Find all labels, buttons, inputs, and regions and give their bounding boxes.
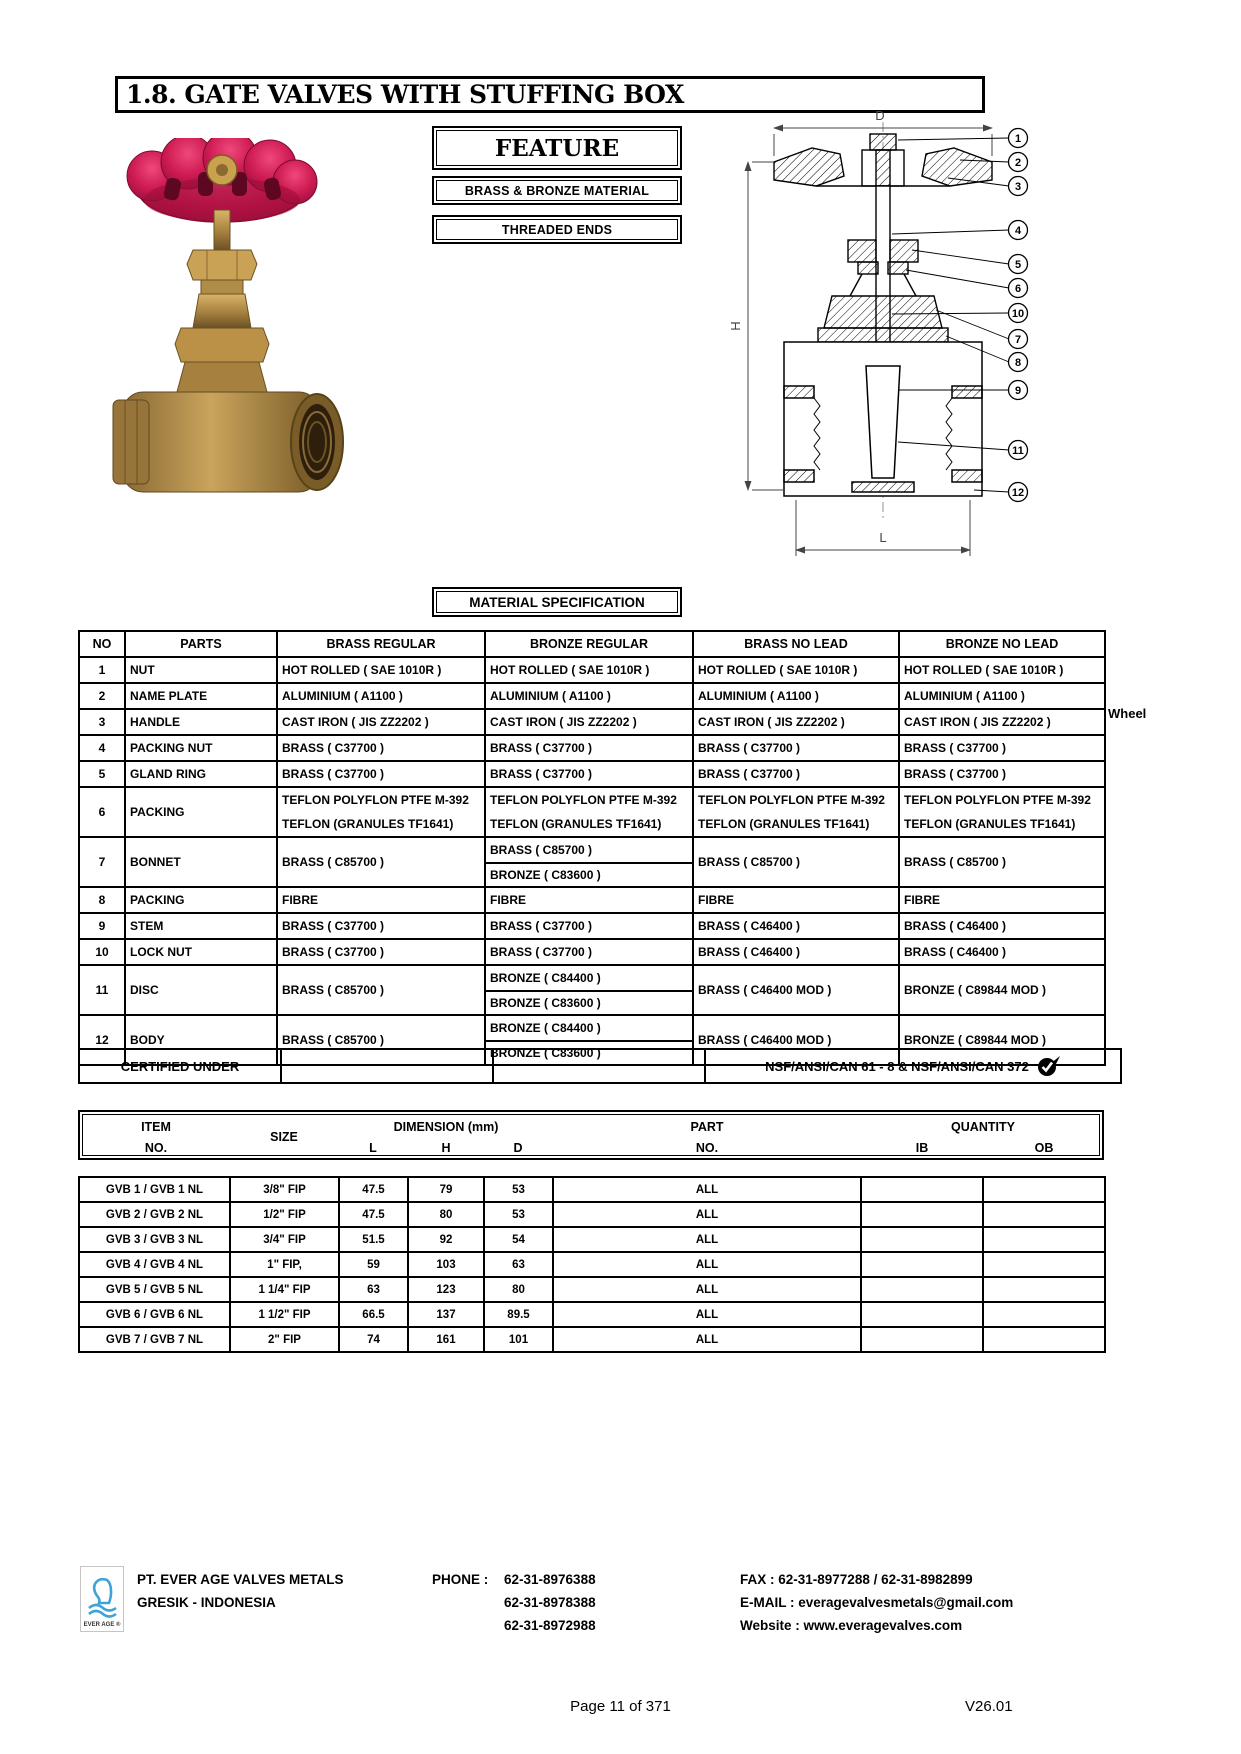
email-line: E-MAIL : everagevalvesmetals@gmail.com: [740, 1595, 1014, 1610]
dim-header-dimension: DIMENSION (mm): [393, 1120, 499, 1134]
material-cell-brass-regular: BRASS ( C85700 ): [277, 1015, 485, 1065]
material-cell-bronze-regular: BRONZE ( C84400 ) BRONZE ( C83600 ): [485, 1015, 693, 1065]
dim-cell-size: 1 1/4" FIP: [230, 1277, 339, 1302]
feature-heading: FEATURE: [494, 134, 620, 162]
material-cell-bronze-regular: BRASS ( C37700 ): [485, 913, 693, 939]
valve-photo: [95, 138, 350, 538]
dim-cell-ob: [983, 1177, 1105, 1202]
dim-header-part: PART: [690, 1120, 724, 1134]
svg-text:L: L: [879, 530, 887, 545]
dim-header-item-no: NO.: [144, 1141, 168, 1155]
material-cell-no: 6: [79, 787, 125, 837]
material-cell-brass-no-lead: TEFLON POLYFLON PTFE M-392 TEFLON (GRANULES TF1641): [693, 787, 899, 837]
material-spec-row: [79, 787, 1105, 837]
material-cell-bronze-no-lead: ALUMINIUM ( A1100 ): [899, 683, 1105, 709]
material-cell-bronze-no-lead: BRASS ( C46400 ): [899, 913, 1105, 939]
dim-cell-ib: [861, 1202, 983, 1227]
dimension-table: [78, 1176, 1106, 1353]
col-header-brass-no-lead: BRASS NO LEAD: [693, 631, 899, 657]
dimension-row: [79, 1227, 1105, 1252]
material-cell-part: NUT: [125, 657, 277, 683]
page-title-text: 1.8. GATE VALVES WITH STUFFING BOX: [126, 80, 684, 109]
material-spec-row: [79, 761, 1105, 787]
dim-cell-h: 103: [408, 1252, 484, 1277]
phone-label: PHONE :: [432, 1572, 489, 1587]
material-cell-brass-regular: FIBRE: [277, 887, 485, 913]
svg-text:H: H: [728, 321, 743, 331]
company-logo: [80, 1566, 124, 1632]
material-cell-brass-no-lead: BRASS ( C46400 MOD ): [693, 965, 899, 1015]
dimension-table-body: [79, 1177, 1105, 1352]
material-cell-bronze-no-lead: HOT ROLLED ( SAE 1010R ): [899, 657, 1105, 683]
material-cell-brass-no-lead: BRASS ( C37700 ): [693, 761, 899, 787]
certified-empty-2: [493, 1049, 705, 1083]
dim-cell-size: 1 1/2" FIP: [230, 1302, 339, 1327]
dim-cell-size: 3/4" FIP: [230, 1227, 339, 1252]
material-cell-no: 7: [79, 837, 125, 887]
material-cell-bronze-no-lead: CAST IRON ( JIS ZZ2202 ): [899, 709, 1105, 735]
feature-ends-box: [432, 215, 682, 244]
dim-cell-item-no: GVB 7 / GVB 7 NL: [79, 1327, 230, 1352]
material-cell-bronze-regular: HOT ROLLED ( SAE 1010R ): [485, 657, 693, 683]
dim-header-l: L: [369, 1141, 377, 1155]
dim-cell-l: 47.5: [339, 1202, 408, 1227]
material-cell-brass-regular: ALUMINIUM ( A1100 ): [277, 683, 485, 709]
company-name: PT. EVER AGE VALVES METALS: [137, 1572, 344, 1587]
dim-cell-part-no: ALL: [553, 1327, 861, 1352]
catalog-version: V26.01: [965, 1698, 1013, 1715]
certified-label: CERTIFIED UNDER: [79, 1049, 281, 1083]
dim-cell-ib: [861, 1327, 983, 1352]
material-cell-no: 9: [79, 913, 125, 939]
page-number: Page 11 of 371: [570, 1698, 671, 1715]
material-cell-brass-regular: BRASS ( C85700 ): [277, 837, 485, 887]
svg-text:4: 4: [1014, 225, 1022, 237]
material-cell-bronze-no-lead: BRASS ( C37700 ): [899, 735, 1105, 761]
material-cell-part: PACKING NUT: [125, 735, 277, 761]
dim-header-ib: IB: [915, 1141, 929, 1155]
col-header-bronze-no-lead: BRONZE NO LEAD: [899, 631, 1105, 657]
material-cell-bronze-no-lead: TEFLON POLYFLON PTFE M-392 TEFLON (GRANULES TF1641): [899, 787, 1105, 837]
material-cell-bronze-regular: BRASS ( C37700 ): [485, 735, 693, 761]
material-cell-bronze-regular: BRASS ( C85700 ) BRONZE ( C83600 ): [485, 837, 693, 887]
dim-cell-h: 137: [408, 1302, 484, 1327]
dim-cell-item-no: GVB 3 / GVB 3 NL: [79, 1227, 230, 1252]
dim-cell-part-no: ALL: [553, 1177, 861, 1202]
balloon-5: [912, 250, 1028, 274]
dim-cell-item-no: GVB 2 / GVB 2 NL: [79, 1202, 230, 1227]
material-cell-no: 3: [79, 709, 125, 735]
dim-cell-l: 47.5: [339, 1177, 408, 1202]
material-cell-bronze-no-lead: BRASS ( C85700 ): [899, 837, 1105, 887]
dim-cell-part-no: ALL: [553, 1277, 861, 1302]
everage-logo-icon: [85, 1576, 119, 1620]
dim-cell-h: 92: [408, 1227, 484, 1252]
dim-cell-ib: [861, 1277, 983, 1302]
dim-cell-l: 59: [339, 1252, 408, 1277]
fax-block: [740, 1568, 1013, 1637]
dim-cell-part-no: ALL: [553, 1302, 861, 1327]
phone-numbers: [504, 1568, 596, 1637]
dim-header-item: ITEM: [141, 1120, 171, 1134]
material-cell-part: STEM: [125, 913, 277, 939]
certified-empty-1: [281, 1049, 493, 1083]
material-cell-part: BODY: [125, 1015, 277, 1065]
col-header-bronze-regular: BRONZE REGULAR: [485, 631, 693, 657]
dim-cell-part-no: ALL: [553, 1252, 861, 1277]
material-spec-row: [79, 709, 1105, 735]
col-header-parts: PARTS: [125, 631, 277, 657]
dim-cell-ob: [983, 1302, 1105, 1327]
material-cell-brass-regular: CAST IRON ( JIS ZZ2202 ): [277, 709, 485, 735]
dim-cell-item-no: GVB 6 / GVB 6 NL: [79, 1302, 230, 1327]
balloon-6: [906, 270, 1028, 298]
material-cell-no: 1: [79, 657, 125, 683]
phone-number: 62-31-8976388: [504, 1572, 596, 1587]
material-spec-heading: MATERIAL SPECIFICATION: [469, 594, 645, 610]
material-cell-no: 5: [79, 761, 125, 787]
material-spec-row: [79, 683, 1105, 709]
dim-cell-part-no: ALL: [553, 1202, 861, 1227]
material-cell-brass-no-lead: BRASS ( C46400 ): [693, 913, 899, 939]
material-cell-brass-regular: BRASS ( C37700 ): [277, 913, 485, 939]
dim-cell-h: 79: [408, 1177, 484, 1202]
certified-row: [79, 1049, 1121, 1083]
material-cell-part: PACKING: [125, 787, 277, 837]
material-cell-no: 10: [79, 939, 125, 965]
dim-cell-h: 161: [408, 1327, 484, 1352]
col-header-no: NO: [79, 631, 125, 657]
material-cell-no: 4: [79, 735, 125, 761]
diagram-stem-bonnet: [818, 186, 948, 346]
dim-cell-ob: [983, 1252, 1105, 1277]
material-cell-bronze-regular: ALUMINIUM ( A1100 ): [485, 683, 693, 709]
material-cell-bronze-regular: FIBRE: [485, 887, 693, 913]
dim-cell-l: 51.5: [339, 1227, 408, 1252]
dim-header-h: H: [441, 1141, 451, 1155]
dim-cell-ib: [861, 1177, 983, 1202]
dim-cell-h: 123: [408, 1277, 484, 1302]
feature-heading-box: [432, 126, 682, 170]
phone-number: 62-31-8972988: [504, 1618, 596, 1633]
material-spec-header-row: [79, 631, 1105, 657]
phone-number: 62-31-8978388: [504, 1595, 596, 1610]
material-cell-brass-no-lead: ALUMINIUM ( A1100 ): [693, 683, 899, 709]
material-spec-row: [79, 939, 1105, 965]
material-cell-brass-no-lead: BRASS ( C46400 ): [693, 939, 899, 965]
certified-table: [78, 1048, 1122, 1084]
svg-text:7: 7: [1014, 334, 1022, 346]
svg-text:9: 9: [1014, 385, 1022, 397]
dim-cell-part-no: ALL: [553, 1227, 861, 1252]
material-spec-body: [79, 657, 1105, 1065]
diagram-body: [784, 342, 982, 496]
material-cell-no: 8: [79, 887, 125, 913]
dim-header-size: SIZE: [270, 1130, 298, 1144]
material-cell-brass-regular: BRASS ( C37700 ): [277, 735, 485, 761]
material-cell-part: PACKING: [125, 887, 277, 913]
dim-cell-ib: [861, 1252, 983, 1277]
dim-cell-d: 80: [484, 1277, 553, 1302]
diagram-handwheel: [774, 134, 992, 186]
material-cell-bronze-no-lead: BRASS ( C46400 ): [899, 939, 1105, 965]
material-cell-brass-regular: BRASS ( C85700 ): [277, 965, 485, 1015]
dim-cell-l: 74: [339, 1327, 408, 1352]
dim-cell-size: 2" FIP: [230, 1327, 339, 1352]
material-cell-brass-no-lead: BRASS ( C46400 MOD ): [693, 1015, 899, 1065]
svg-text:12: 12: [1011, 487, 1025, 499]
dimension-row: [79, 1202, 1105, 1227]
phone-block: [432, 1568, 596, 1637]
certified-value: NSF/ANSI/CAN 61 - 8 & NSF/ANSI/CAN 372: [765, 1058, 1029, 1074]
svg-text:10: 10: [1011, 308, 1025, 320]
certified-value-cell: [705, 1049, 1121, 1083]
handwheel-red: [127, 138, 317, 222]
svg-text:D: D: [875, 108, 885, 123]
dim-cell-item-no: GVB 1 / GVB 1 NL: [79, 1177, 230, 1202]
dim-cell-d: 63: [484, 1252, 553, 1277]
material-cell-bronze-regular: CAST IRON ( JIS ZZ2202 ): [485, 709, 693, 735]
dim-cell-ob: [983, 1277, 1105, 1302]
dimension-h: [728, 162, 784, 490]
feature-ends-label: THREADED ENDS: [501, 222, 613, 237]
material-cell-brass-no-lead: FIBRE: [693, 887, 899, 913]
material-cell-part: HANDLE: [125, 709, 277, 735]
certification-mark-icon: [1037, 1055, 1061, 1077]
material-cell-brass-regular: BRASS ( C37700 ): [277, 761, 485, 787]
dimension-row: [79, 1327, 1105, 1352]
material-cell-bronze-regular: BRASS ( C37700 ): [485, 761, 693, 787]
material-cell-part: NAME PLATE: [125, 683, 277, 709]
dimension-row: [79, 1252, 1105, 1277]
dim-cell-l: 66.5: [339, 1302, 408, 1327]
svg-text:1: 1: [1014, 133, 1022, 145]
svg-text:11: 11: [1012, 445, 1024, 457]
material-cell-bronze-no-lead: FIBRE: [899, 887, 1105, 913]
dimension-row: [79, 1277, 1105, 1302]
material-cell-brass-no-lead: BRASS ( C37700 ): [693, 735, 899, 761]
dim-header-part-no: NO.: [695, 1141, 719, 1155]
material-cell-brass-no-lead: CAST IRON ( JIS ZZ2202 ): [693, 709, 899, 735]
dim-cell-size: 3/8" FIP: [230, 1177, 339, 1202]
material-cell-part: GLAND RING: [125, 761, 277, 787]
dim-cell-ob: [983, 1202, 1105, 1227]
material-cell-bronze-no-lead: BRONZE ( C89844 MOD ): [899, 965, 1105, 1015]
material-cell-no: 12: [79, 1015, 125, 1065]
svg-text:2: 2: [1014, 157, 1022, 169]
svg-text:3: 3: [1014, 181, 1022, 193]
dim-cell-size: 1" FIP,: [230, 1252, 339, 1277]
company-city: GRESIK - INDONESIA: [137, 1595, 276, 1610]
material-cell-bronze-regular: TEFLON POLYFLON PTFE M-392 TEFLON (GRANULES TF1641): [485, 787, 693, 837]
dim-cell-h: 80: [408, 1202, 484, 1227]
material-cell-part: DISC: [125, 965, 277, 1015]
svg-text:5: 5: [1014, 259, 1022, 271]
company-info: [137, 1568, 344, 1614]
website-line: Website : www.everagevalves.com: [740, 1618, 963, 1633]
dim-cell-item-no: GVB 4 / GVB 4 NL: [79, 1252, 230, 1277]
balloon-1: [898, 129, 1028, 148]
dim-header-quantity: QUANTITY: [951, 1120, 1015, 1134]
material-cell-brass-regular: TEFLON POLYFLON PTFE M-392 TEFLON (GRANULES TF1641): [277, 787, 485, 837]
material-cell-brass-regular: HOT ROLLED ( SAE 1010R ): [277, 657, 485, 683]
svg-text:8: 8: [1014, 357, 1022, 369]
dim-cell-d: 89.5: [484, 1302, 553, 1327]
fax-line: FAX : 62-31-8977288 / 62-31-8982899: [740, 1572, 973, 1587]
material-cell-bronze-regular: BRASS ( C37700 ): [485, 939, 693, 965]
dim-cell-ib: [861, 1302, 983, 1327]
material-spec-row: [79, 887, 1105, 913]
material-spec-row: [79, 657, 1105, 683]
valve-stem-and-nuts: [187, 210, 257, 328]
dimension-table-header: [78, 1110, 1104, 1160]
valve-cross-section-diagram: [712, 98, 1052, 573]
dim-cell-d: 53: [484, 1177, 553, 1202]
material-spec-row: [79, 913, 1105, 939]
feature-material-label: BRASS & BRONZE MATERIAL: [464, 183, 650, 198]
feature-material-box: [432, 176, 682, 205]
dim-cell-d: 54: [484, 1227, 553, 1252]
material-cell-brass-no-lead: BRASS ( C85700 ): [693, 837, 899, 887]
material-spec-row: [79, 965, 1105, 1015]
material-cell-bronze-no-lead: BRONZE ( C89844 MOD ): [899, 1015, 1105, 1065]
dim-cell-l: 63: [339, 1277, 408, 1302]
dim-cell-size: 1/2" FIP: [230, 1202, 339, 1227]
dim-header-d: D: [513, 1141, 523, 1155]
svg-text:6: 6: [1014, 283, 1022, 295]
dim-cell-item-no: GVB 5 / GVB 5 NL: [79, 1277, 230, 1302]
dim-cell-d: 101: [484, 1327, 553, 1352]
material-cell-brass-no-lead: HOT ROLLED ( SAE 1010R ): [693, 657, 899, 683]
dimension-row: [79, 1302, 1105, 1327]
wheel-annotation: Wheel: [1108, 706, 1147, 721]
material-cell-bronze-no-lead: BRASS ( C37700 ): [899, 761, 1105, 787]
dim-cell-d: 53: [484, 1202, 553, 1227]
material-cell-bronze-regular: BRONZE ( C84400 ) BRONZE ( C83600 ): [485, 965, 693, 1015]
dim-cell-ib: [861, 1227, 983, 1252]
dim-cell-ob: [983, 1327, 1105, 1352]
material-spec-heading-box: [432, 587, 682, 617]
material-cell-part: BONNET: [125, 837, 277, 887]
material-cell-no: 2: [79, 683, 125, 709]
dim-header-ob: OB: [1034, 1141, 1054, 1155]
dimension-row: [79, 1177, 1105, 1202]
dim-cell-ob: [983, 1227, 1105, 1252]
valve-body: [113, 328, 343, 492]
material-cell-part: LOCK NUT: [125, 939, 277, 965]
material-spec-table: [78, 630, 1106, 1066]
material-spec-row: [79, 837, 1105, 887]
logo-caption: EVER AGE ®: [83, 1622, 121, 1628]
material-cell-no: 11: [79, 965, 125, 1015]
col-header-brass-regular: BRASS REGULAR: [277, 631, 485, 657]
material-spec-row: [79, 735, 1105, 761]
balloon-4: [892, 221, 1028, 240]
material-cell-brass-regular: BRASS ( C37700 ): [277, 939, 485, 965]
